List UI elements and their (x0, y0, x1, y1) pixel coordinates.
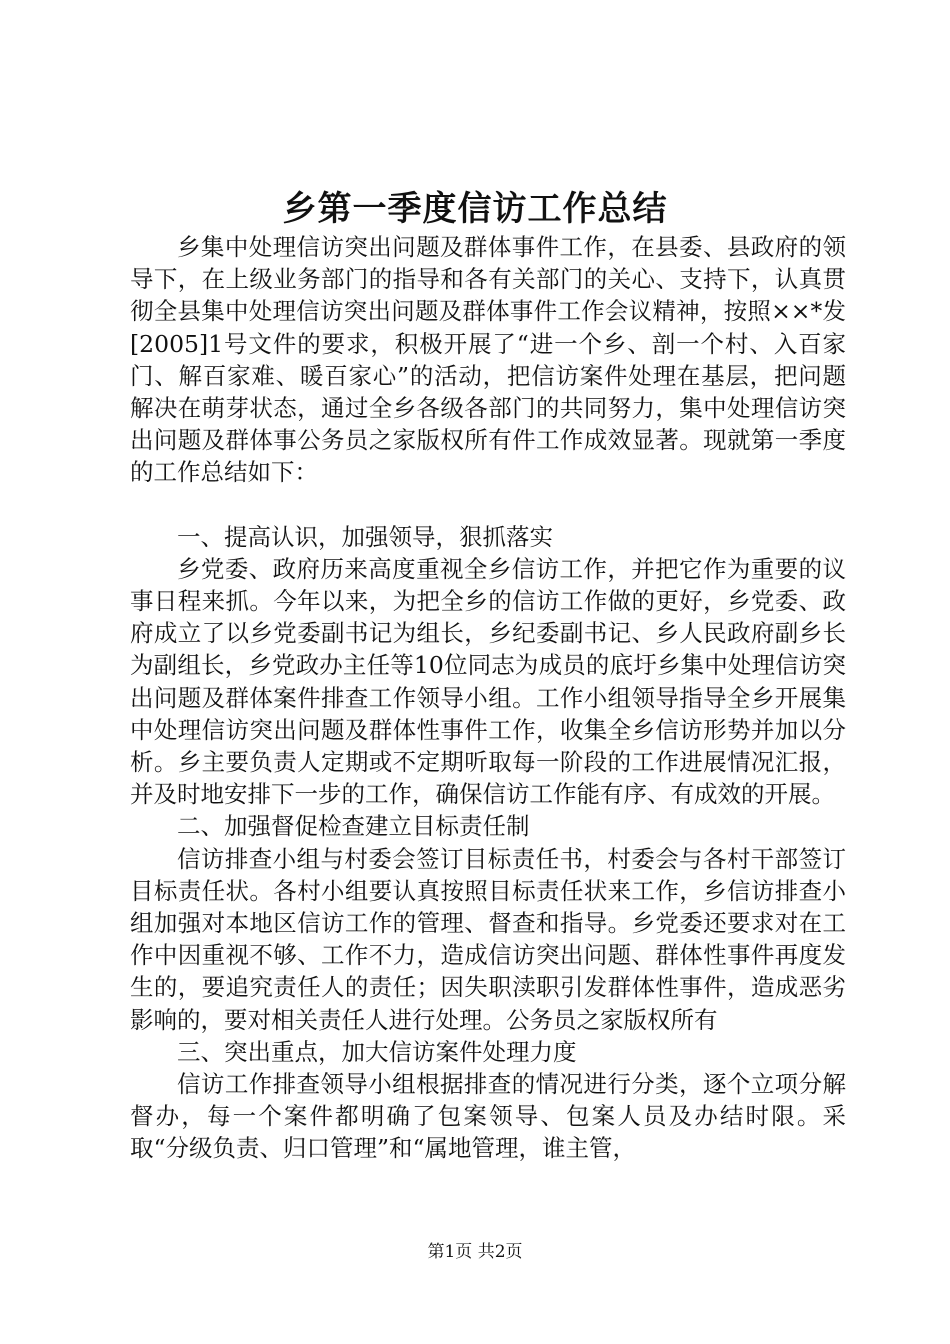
page-footer: 第1页 共2页 (427, 1242, 523, 1262)
section-heading-3: 三、突出重点，加大信访案件处理力度 (177, 1037, 577, 1066)
section-paragraph-2: 信访排查小组与村委会签订目标责任书，村委会与各村干部签订目标责任状。各村小组要认真按照目标责任状来工作，乡信访排查小组加强对本地区信访工作的管理、督查和指导。乡党委还要求对在工作中因重视不够、工作不力，造成信访突出问题、群体性事件再度发生的，要追究责任人的责任；因失职渎职引发群体性事件，造成恶劣影响的，要对相关责任人进行处理。公务员之家版权所有 (130, 844, 846, 1034)
section-heading-2: 二、加强督促检查建立目标责任制 (177, 812, 530, 841)
intro-paragraph: 乡集中处理信访突出问题及群体事件工作，在县委、县政府的领导下，在上级业务部门的指导和各有关部门的关心、支持下，认真贯彻全县集中处理信访突出问题及群体事件工作会议精神，按照××*发[2005]1号文件的要求，积极开展了“进一个乡、剖一个村、入百家门、解百家难、暖百家心”的活动，把信访案件处理在基层，把问题解决在萌芽状态，通过全乡各级各部门的共同努力，集中处理信访突出问题及群体事公务员之家版权所有件工作成效显著。现就第一季度的工作总结如下： (130, 233, 846, 487)
section-paragraph-1: 乡党委、政府历来高度重视全乡信访工作，并把它作为重要的议事日程来抓。今年以来，为把全乡的信访工作做的更好，乡党委、政府成立了以乡党委副书记为组长，乡纪委副书记、乡人民政府副乡长为副组长，乡党政办主任等10位同志为成员的底圩乡集中处理信访突出问题及群体案件排查工作领导小组。工作小组领导指导全乡开展集中处理信访突出问题及群体性事件工作，收集全乡信访形势并加以分析。乡主要负责人定期或不定期听取每一阶段的工作进展情况汇报，并及时地安排下一步的工作，确保信访工作能有序、有成效的开展。 (130, 554, 846, 809)
section-paragraph-3: 信访工作排查领导小组根据排查的情况进行分类，逐个立项分解督办，每一个案件都明确了包案领导、包案人员及办结时限。采取“分级负责、归口管理”和“属地管理，谁主管， (130, 1070, 846, 1163)
paragraph-gap (130, 489, 846, 521)
document-title: 乡第一季度信访工作总结 (282, 189, 668, 229)
document-body (130, 231, 846, 1165)
section-heading-1: 一、提高认识，加强领导，狠抓落实 (177, 522, 553, 551)
